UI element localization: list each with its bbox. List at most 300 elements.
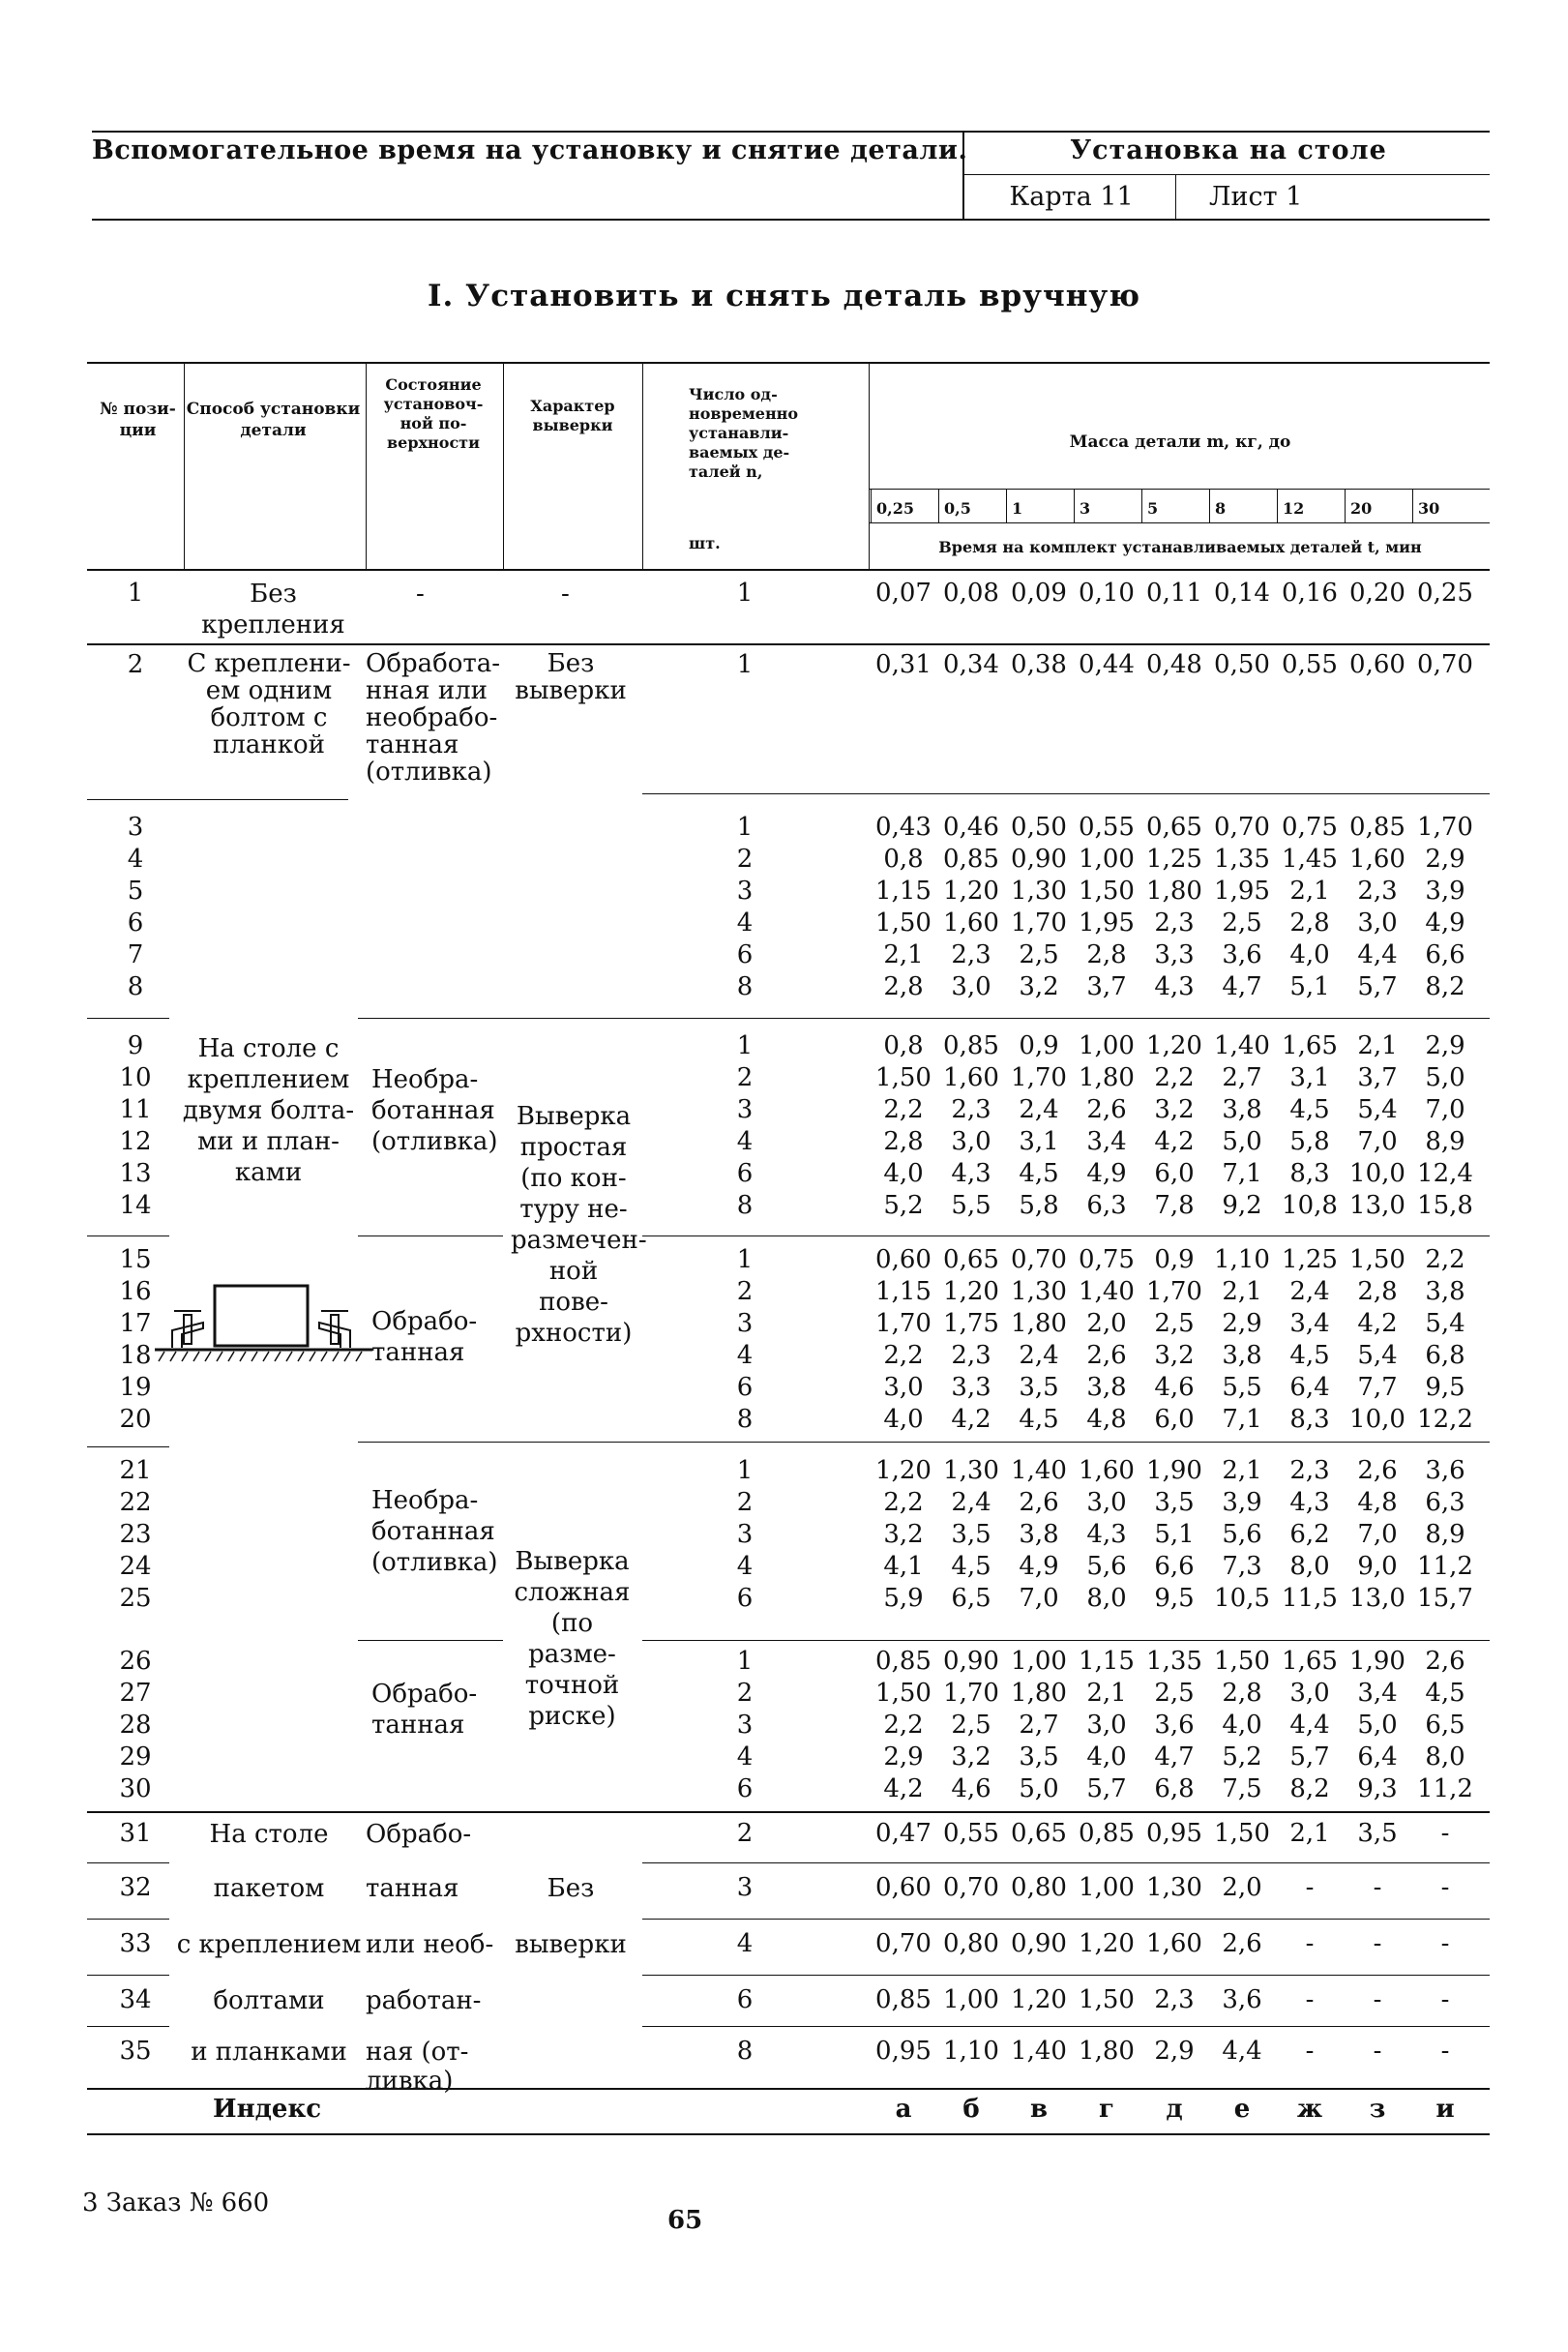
group3-method: На столе с креплением двумя болта- ми и план- ками xyxy=(182,1034,355,1187)
time-value: 3,5 xyxy=(1019,1742,1059,1771)
time-value: 5,4 xyxy=(1425,1309,1465,1338)
time-value: 4,2 xyxy=(1154,1127,1195,1156)
group3-surface-a: Необра- ботанная (отливка) xyxy=(371,1065,498,1156)
time-value: 1,40 xyxy=(1011,2037,1067,2066)
time-value: 2,9 xyxy=(1222,1309,1262,1338)
time-value: 3,1 xyxy=(1019,1127,1059,1156)
time-value: 8,0 xyxy=(1289,1552,1330,1581)
row-count: 3 xyxy=(736,877,754,906)
time-value: 0,46 xyxy=(943,813,999,842)
mass-value: 30 xyxy=(1418,499,1440,518)
row-position: 32 xyxy=(119,1873,152,1902)
time-value: 1,35 xyxy=(1214,845,1270,874)
time-value: 7,0 xyxy=(1019,1584,1059,1613)
time-value: 3,8 xyxy=(1086,1373,1127,1402)
time-value: 4,6 xyxy=(1154,1373,1195,1402)
time-value: 1,80 xyxy=(1011,1309,1067,1338)
row-position: 19 xyxy=(119,1373,152,1402)
index-label: Индекс xyxy=(213,2095,322,2124)
time-value: 4,3 xyxy=(1086,1520,1127,1549)
time-value: 2,8 xyxy=(1222,1679,1262,1708)
row-position: 6 xyxy=(127,908,144,938)
time-value: 0,34 xyxy=(943,650,999,679)
mass-divider xyxy=(1006,489,1007,522)
time-value: 4,5 xyxy=(1019,1405,1059,1434)
row-count: 1 xyxy=(736,813,754,842)
group4-method-line: и планками xyxy=(191,2038,347,2067)
time-value: 0,14 xyxy=(1214,579,1270,608)
time-value: 6,3 xyxy=(1425,1488,1465,1517)
time-value: 3,8 xyxy=(1222,1341,1262,1370)
row-position: 23 xyxy=(119,1520,152,1549)
time-value: - xyxy=(1373,1873,1382,1902)
row-count: 3 xyxy=(736,1873,754,1902)
time-value: 1,95 xyxy=(1079,908,1135,938)
time-value: 1,20 xyxy=(943,877,999,906)
time-value: 0,8 xyxy=(883,1031,924,1060)
time-value: 0,11 xyxy=(1146,579,1202,608)
time-value: 0,16 xyxy=(1282,579,1338,608)
time-value: 1,60 xyxy=(1349,845,1405,874)
time-value: 2,7 xyxy=(1019,1711,1059,1740)
time-value: 4,6 xyxy=(951,1774,991,1803)
row-position: 29 xyxy=(119,1742,152,1771)
time-value: 4,5 xyxy=(1289,1095,1330,1124)
time-value: 2,1 xyxy=(1086,1679,1127,1708)
time-value: 2,2 xyxy=(883,1488,924,1517)
time-value: 5,6 xyxy=(1222,1520,1262,1549)
time-value: 0,50 xyxy=(1011,813,1067,842)
time-value: 8,2 xyxy=(1425,972,1465,1001)
group4-rule xyxy=(642,1975,1490,1976)
time-value: 1,15 xyxy=(875,1277,932,1306)
time-value: 1,90 xyxy=(1349,1647,1405,1676)
time-value: 5,8 xyxy=(1019,1191,1059,1220)
time-value: 7,7 xyxy=(1357,1373,1398,1402)
row-position: 2 xyxy=(127,650,144,679)
time-value: 0,20 xyxy=(1349,579,1405,608)
time-value: 2,1 xyxy=(1222,1456,1262,1485)
time-value: 0,65 xyxy=(1011,1819,1067,1848)
row-count: 8 xyxy=(736,1405,754,1434)
time-value: 4,9 xyxy=(1019,1552,1059,1581)
time-value: 8,0 xyxy=(1425,1742,1465,1771)
group4-rule xyxy=(642,1862,1490,1863)
time-value: 0,75 xyxy=(1282,813,1338,842)
time-value: 3,4 xyxy=(1357,1679,1398,1708)
time-value: 1,70 xyxy=(875,1309,932,1338)
time-value: 0,55 xyxy=(943,1819,999,1848)
group3-bottom-rule xyxy=(87,1811,1490,1813)
time-value: 3,0 xyxy=(1357,908,1398,938)
time-value: 3,8 xyxy=(1222,1095,1262,1124)
mass-value: 5 xyxy=(1147,499,1159,518)
time-value: 1,15 xyxy=(1079,1647,1135,1676)
time-value: 5,7 xyxy=(1086,1774,1127,1803)
time-value: 4,0 xyxy=(1222,1711,1262,1740)
time-value: 1,00 xyxy=(943,1985,999,2014)
time-value: 9,3 xyxy=(1357,1774,1398,1803)
time-value: - xyxy=(1440,1873,1450,1902)
time-value: 5,0 xyxy=(1425,1063,1465,1092)
time-value: 0,31 xyxy=(875,650,932,679)
time-value: 1,10 xyxy=(1214,1245,1270,1274)
time-value: 1,40 xyxy=(1011,1456,1067,1485)
row-count: 2 xyxy=(736,1277,754,1306)
time-value: 4,5 xyxy=(1289,1341,1330,1370)
time-value: 1,30 xyxy=(1011,1277,1067,1306)
row-count: 1 xyxy=(736,1245,754,1274)
time-value: 1,50 xyxy=(1349,1245,1405,1274)
row-position: 33 xyxy=(119,1929,152,1958)
page-number: 65 xyxy=(667,2206,703,2235)
time-value: 2,9 xyxy=(1154,2037,1195,2066)
time-value: 3,0 xyxy=(1086,1711,1127,1740)
fixture-drawing-icon xyxy=(155,1272,372,1364)
time-value: - xyxy=(1440,1819,1450,1848)
index-letter: а xyxy=(895,2095,912,2124)
group1-align: - xyxy=(561,580,570,609)
time-value: 0,9 xyxy=(1154,1245,1195,1274)
time-value: - xyxy=(1440,1985,1450,2014)
th-vline-3 xyxy=(503,362,504,569)
time-value: 3,9 xyxy=(1425,877,1465,906)
row-count: 4 xyxy=(736,1552,754,1581)
row-position: 7 xyxy=(127,940,144,969)
th-vline-2 xyxy=(366,362,367,569)
group4-align-line: выверки xyxy=(515,1930,627,1959)
time-value: 1,70 xyxy=(1011,1063,1067,1092)
time-value: 10,0 xyxy=(1349,1405,1405,1434)
time-value: 5,1 xyxy=(1289,972,1330,1001)
time-value: 1,50 xyxy=(875,1679,932,1708)
th-vline-1 xyxy=(184,362,185,569)
time-value: 2,4 xyxy=(1019,1341,1059,1370)
mass-divider xyxy=(871,489,872,522)
index-top-rule xyxy=(87,2088,1490,2090)
time-value: 1,20 xyxy=(1011,1985,1067,2014)
time-value: 0,85 xyxy=(943,1031,999,1060)
time-value: 1,25 xyxy=(1146,845,1202,874)
row-count: 2 xyxy=(736,845,754,874)
time-value: - xyxy=(1373,2037,1382,2066)
time-value: 8,9 xyxy=(1425,1127,1465,1156)
group4-rule xyxy=(87,1919,169,1920)
time-value: 2,2 xyxy=(1154,1063,1195,1092)
group4-rule xyxy=(642,1919,1490,1920)
group3-align-a: Выверка простая (по кон- туру не- размечен- ной пове- рхности) xyxy=(511,1102,647,1348)
time-value: 4,5 xyxy=(1425,1679,1465,1708)
time-value: 3,3 xyxy=(951,1373,991,1402)
time-value: 4,3 xyxy=(1289,1488,1330,1517)
mass-divider xyxy=(938,489,939,522)
time-value: 5,7 xyxy=(1289,1742,1330,1771)
time-value: 1,80 xyxy=(1079,2037,1135,2066)
time-value: 0,60 xyxy=(875,1245,932,1274)
time-value: 0,43 xyxy=(875,813,932,842)
row-position: 26 xyxy=(119,1647,152,1676)
th-mass: Масса детали m, кг, до xyxy=(1069,432,1291,452)
mass-divider xyxy=(1345,489,1346,522)
row-position: 30 xyxy=(119,1774,152,1803)
time-value: 5,0 xyxy=(1019,1774,1059,1803)
time-value: 0,70 xyxy=(1214,813,1270,842)
time-value: - xyxy=(1305,1929,1315,1958)
time-value: 4,7 xyxy=(1154,1742,1195,1771)
time-value: 2,2 xyxy=(883,1341,924,1370)
index-letter: б xyxy=(962,2095,980,2124)
time-value: 4,5 xyxy=(951,1552,991,1581)
row-position: 9 xyxy=(127,1031,144,1060)
group3-surface-c: Необра- ботанная (отливка) xyxy=(371,1486,498,1577)
row-position: 14 xyxy=(119,1191,152,1220)
time-value: 9,2 xyxy=(1222,1191,1262,1220)
time-value: 6,2 xyxy=(1289,1520,1330,1549)
time-value: 3,2 xyxy=(1019,972,1059,1001)
time-value: 0,10 xyxy=(1079,579,1135,608)
group2-method: С креплени- ем одним болтом с планкой xyxy=(187,649,351,759)
row-count: 1 xyxy=(736,650,754,679)
group4-method-line: пакетом xyxy=(213,1874,325,1903)
time-value: 1,00 xyxy=(1079,845,1135,874)
time-value: 1,70 xyxy=(1011,908,1067,938)
time-value: 0,80 xyxy=(943,1929,999,1958)
time-value: 5,5 xyxy=(951,1191,991,1220)
table-bottom-rule xyxy=(87,2133,1490,2135)
header-bottom-rule xyxy=(92,219,1490,221)
header-top-rule xyxy=(92,131,1490,133)
time-value: 4,9 xyxy=(1425,908,1465,938)
row-count: 1 xyxy=(736,1456,754,1485)
time-value: 1,50 xyxy=(1079,877,1135,906)
time-value: 6,5 xyxy=(1425,1711,1465,1740)
group2-surface: Обработа- нная или необрабо- танная (отливка) xyxy=(366,649,501,787)
time-value: 6,8 xyxy=(1154,1774,1195,1803)
time-value: 0,70 xyxy=(875,1929,932,1958)
time-value: 3,5 xyxy=(1154,1488,1195,1517)
row-count: 1 xyxy=(736,1647,754,1676)
time-value: 1,50 xyxy=(1079,1985,1135,2014)
row-count: 4 xyxy=(736,1341,754,1370)
footer-order: 3 Заказ № 660 xyxy=(82,2188,270,2218)
time-value: 7,0 xyxy=(1357,1127,1398,1156)
time-value: 2,3 xyxy=(1289,1456,1330,1485)
row-count: 2 xyxy=(736,1488,754,1517)
row-position: 3 xyxy=(127,813,144,842)
row-position: 24 xyxy=(119,1552,152,1581)
time-value: 0,25 xyxy=(1417,579,1473,608)
time-value: 0,07 xyxy=(875,579,932,608)
time-value: 1,30 xyxy=(943,1456,999,1485)
time-value: 4,1 xyxy=(883,1552,924,1581)
time-value: 10,0 xyxy=(1349,1159,1405,1188)
row-position: 25 xyxy=(119,1584,152,1613)
row-count: 4 xyxy=(736,1127,754,1156)
time-value: 10,5 xyxy=(1214,1584,1270,1613)
time-value: 1,20 xyxy=(1146,1031,1202,1060)
row-position: 35 xyxy=(119,2037,152,2066)
time-value: 7,0 xyxy=(1357,1520,1398,1549)
time-value: 9,0 xyxy=(1357,1552,1398,1581)
time-value: 2,1 xyxy=(883,940,924,969)
header-mid-rule xyxy=(962,174,1490,175)
time-value: 0,44 xyxy=(1079,650,1135,679)
time-value: 3,9 xyxy=(1222,1488,1262,1517)
time-value: 5,4 xyxy=(1357,1095,1398,1124)
time-value: 5,7 xyxy=(1357,972,1398,1001)
mass-value: 3 xyxy=(1080,499,1091,518)
time-value: 7,5 xyxy=(1222,1774,1262,1803)
row-count: 4 xyxy=(736,1929,754,1958)
time-value: 4,0 xyxy=(883,1405,924,1434)
time-value: 4,3 xyxy=(951,1159,991,1188)
time-value: 1,00 xyxy=(1011,1647,1067,1676)
time-value: 1,30 xyxy=(1146,1873,1202,1902)
time-value: 0,90 xyxy=(1011,1929,1067,1958)
mass-divider xyxy=(1412,489,1413,522)
time-value: 1,50 xyxy=(875,1063,932,1092)
row-count: 4 xyxy=(736,1742,754,1771)
time-value: 2,5 xyxy=(1154,1679,1195,1708)
row-position: 5 xyxy=(127,877,144,906)
time-value: 0,85 xyxy=(1349,813,1405,842)
index-letter: з xyxy=(1369,2095,1386,2124)
time-value: 1,80 xyxy=(1079,1063,1135,1092)
time-value: 5,0 xyxy=(1222,1127,1262,1156)
time-value: 3,5 xyxy=(951,1520,991,1549)
time-value: 2,3 xyxy=(951,940,991,969)
time-value: 5,9 xyxy=(883,1584,924,1613)
time-value: 2,7 xyxy=(1222,1063,1262,1092)
time-value: 2,1 xyxy=(1289,877,1330,906)
header-left-title: Вспомогательное время на установку и снятие детали. xyxy=(92,135,968,165)
time-value: 3,0 xyxy=(1086,1488,1127,1517)
time-value: 11,2 xyxy=(1417,1774,1473,1803)
time-value: 3,2 xyxy=(1154,1095,1195,1124)
time-value: - xyxy=(1440,2037,1450,2066)
group4-surface-line: работан- xyxy=(366,1986,482,2015)
time-value: 0,50 xyxy=(1214,650,1270,679)
time-value: 3,0 xyxy=(951,972,991,1001)
time-value: 2,3 xyxy=(1154,1985,1195,2014)
time-value: 2,8 xyxy=(1357,1277,1398,1306)
group2-align: Без выверки xyxy=(515,649,627,705)
group4-surface-line: или необ- xyxy=(366,1930,494,1959)
time-value: 4,9 xyxy=(1086,1159,1127,1188)
time-value: 3,2 xyxy=(951,1742,991,1771)
time-value: 0,48 xyxy=(1146,650,1202,679)
time-value: 3,5 xyxy=(1357,1819,1398,1848)
row-position: 31 xyxy=(119,1819,152,1848)
time-value: 1,60 xyxy=(1079,1456,1135,1485)
th-count: Число од- новременно устанавли- ваемых де- талей n, xyxy=(689,385,799,481)
time-value: 3,6 xyxy=(1222,940,1262,969)
time-value: 3,8 xyxy=(1019,1520,1059,1549)
time-value: 2,3 xyxy=(1154,908,1195,938)
index-letter: ж xyxy=(1296,2095,1323,2124)
mass-value: 0,25 xyxy=(876,499,914,518)
time-value: 2,1 xyxy=(1289,1819,1330,1848)
time-value: 2,2 xyxy=(1425,1245,1465,1274)
time-value: 3,4 xyxy=(1086,1127,1127,1156)
group4-rule xyxy=(642,2026,1490,2027)
th-vline-5 xyxy=(869,362,870,569)
time-value: 7,0 xyxy=(1425,1095,1465,1124)
time-value: 15,8 xyxy=(1417,1191,1473,1220)
time-value: 1,60 xyxy=(1146,1929,1202,1958)
index-letter: в xyxy=(1029,2095,1049,2124)
section-title: I. Установить и снять деталь вручную xyxy=(427,279,1141,313)
time-value: 6,6 xyxy=(1154,1552,1195,1581)
time-value: 4,0 xyxy=(1289,940,1330,969)
row-position: 20 xyxy=(119,1405,152,1434)
time-value: 7,1 xyxy=(1222,1405,1262,1434)
time-value: 3,7 xyxy=(1357,1063,1398,1092)
time-value: 9,5 xyxy=(1425,1373,1465,1402)
time-value: 2,9 xyxy=(883,1742,924,1771)
mass-bottom-rule xyxy=(869,522,1490,523)
time-value: 2,5 xyxy=(1222,908,1262,938)
time-value: 8,3 xyxy=(1289,1405,1330,1434)
time-value: 2,0 xyxy=(1086,1309,1127,1338)
time-value: 10,8 xyxy=(1282,1191,1338,1220)
time-value: 2,1 xyxy=(1222,1277,1262,1306)
th-alignment: Характер выверки xyxy=(530,397,615,434)
time-value: 2,6 xyxy=(1019,1488,1059,1517)
time-value: 2,4 xyxy=(1019,1095,1059,1124)
row-count: 1 xyxy=(736,1031,754,1060)
time-value: 1,40 xyxy=(1079,1277,1135,1306)
time-value: 0,75 xyxy=(1079,1245,1135,1274)
group2-left-rule xyxy=(87,799,348,800)
row-count: 8 xyxy=(736,972,754,1001)
row-count: 6 xyxy=(736,1584,754,1613)
time-value: 1,70 xyxy=(943,1679,999,1708)
row-position: 34 xyxy=(119,1985,152,2014)
time-value: 4,0 xyxy=(883,1159,924,1188)
time-value: 2,8 xyxy=(1086,940,1127,969)
time-value: 1,25 xyxy=(1282,1245,1338,1274)
group4-rule xyxy=(87,1975,169,1976)
time-value: 7,8 xyxy=(1154,1191,1195,1220)
row-count: 2 xyxy=(736,1819,754,1848)
mass-value: 12 xyxy=(1283,499,1305,518)
row-count: 6 xyxy=(736,1985,754,2014)
row-count: 3 xyxy=(736,1309,754,1338)
time-value: 1,20 xyxy=(1079,1929,1135,1958)
time-value: 3,0 xyxy=(1289,1679,1330,1708)
g3-rule-b xyxy=(358,1018,1490,1019)
time-value: 0,08 xyxy=(943,579,999,608)
time-value: 1,20 xyxy=(943,1277,999,1306)
time-value: 0,55 xyxy=(1079,813,1135,842)
time-value: 0,70 xyxy=(1417,650,1473,679)
time-value: 3,6 xyxy=(1154,1711,1195,1740)
time-value: 3,5 xyxy=(1019,1373,1059,1402)
group1-surface: - xyxy=(416,580,425,609)
header-card-divider xyxy=(1175,174,1176,219)
time-value: 0,70 xyxy=(1011,1245,1067,1274)
index-letter: е xyxy=(1233,2095,1251,2124)
row-position: 16 xyxy=(119,1277,152,1306)
time-value: 0,60 xyxy=(1349,650,1405,679)
row-position: 27 xyxy=(119,1679,152,1708)
row-position: 12 xyxy=(119,1127,152,1156)
row-position: 4 xyxy=(127,845,144,874)
time-value: 1,30 xyxy=(1011,877,1067,906)
time-value: 2,8 xyxy=(883,1127,924,1156)
time-value: 0,9 xyxy=(1019,1031,1059,1060)
